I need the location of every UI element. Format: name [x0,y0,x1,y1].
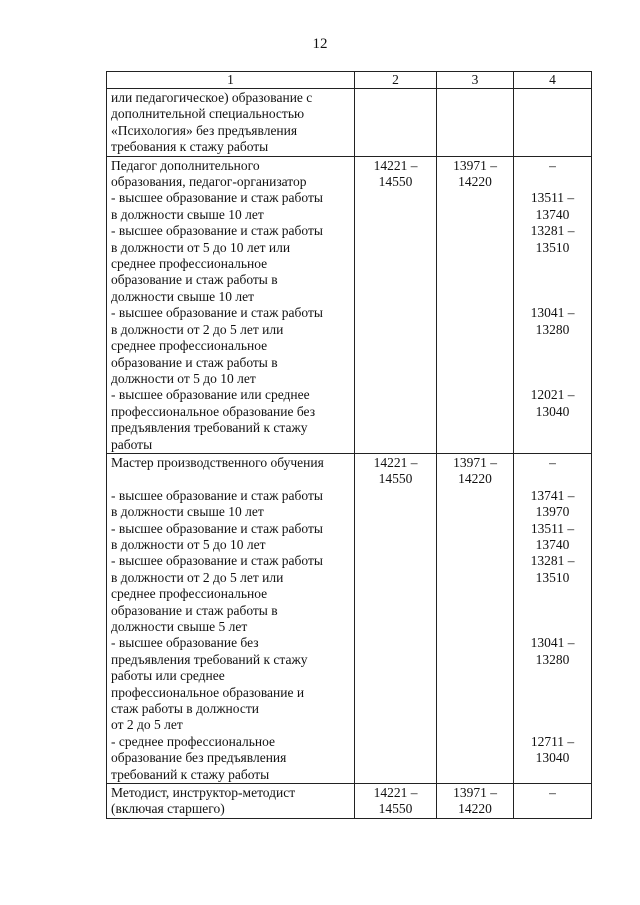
text-line: должности от 5 до 10 лет [111,370,256,386]
position-cell [107,89,355,157]
text-line: стаж работы в должности [111,701,259,717]
text-line: среднее профессиональное [111,338,268,354]
value-line [514,701,591,717]
value-line [514,586,591,602]
value-line: 14550 [378,801,413,817]
text-line: «Психология» без предъявления [111,122,298,138]
text-line: образование и стаж работы в [111,354,278,370]
value-line: 12711 – [530,733,575,749]
value-line: 13741 – [530,487,575,503]
value-line: 13971 – [453,785,497,801]
value-line: 13280 [535,651,570,667]
value-line [514,471,591,487]
table-row [107,156,592,453]
value-line: 14550 [378,471,413,487]
text-line: должности свыше 10 лет [111,288,255,304]
text-line: образования, педагог-организатор [111,174,307,190]
text-line: образование без предъявления [111,750,287,766]
value-line: 14220 [458,174,492,190]
value-line: 13280 [535,321,570,337]
table-row [107,453,592,783]
text-line: работы или среднее [111,668,225,684]
position-cell [107,784,355,819]
text-line: - высшее образование без [111,635,259,651]
value-cell-col3 [437,784,514,819]
position-cell [107,453,355,783]
text-line: образование и стаж работы в [111,272,278,288]
text-line: среднее профессиональное [111,256,268,272]
value-cell-col4 [514,784,592,819]
text-line: в должности от 5 до 10 лет или [111,239,291,255]
text-line: в должности от 5 до 10 лет [111,536,266,552]
text-line: должности свыше 5 лет [111,618,248,634]
header-cell-4: 4 [514,72,592,89]
value-line: 13511 – [530,520,575,536]
text-line: образование и стаж работы в [111,602,278,618]
text-line: требования к стажу работы [111,139,269,155]
value-line: 13041 – [530,305,575,321]
value-line [514,619,591,635]
text-line: Педагог дополнительного [111,157,260,173]
value-line: 14221 – [373,785,418,801]
value-line [514,717,591,733]
text-line: среднее профессиональное [111,586,268,602]
text-line: работы [111,436,153,452]
text-line: дополнительной специальностью [111,106,305,122]
value-line: 12021 – [530,387,575,403]
page-number: 12 [312,36,328,52]
text-line: предъявления требований к стажу [111,420,308,436]
table-row [107,784,592,819]
text-line: - высшее образование и стаж работы [111,223,323,239]
value-cell-col3 [437,89,514,157]
text-line: предъявления требований к стажу [111,651,308,667]
value-line [514,371,591,387]
value-line: 14220 [458,471,492,487]
text-line: - высшее образование или среднее [111,387,310,403]
value-line: 14221 – [373,157,418,173]
value-line: 13971 – [453,454,497,470]
header-cell-2: 2 [355,72,437,89]
value-cell-col2 [355,89,437,157]
table-row [107,89,592,157]
value-line: 13281 – [530,553,575,569]
value-cell-col3 [437,156,514,453]
text-line: Методист, инструктор-методист [111,785,296,801]
text-line: - высшее образование и стаж работы [111,190,323,206]
value-cell-col4 [514,453,592,783]
text-line: - среднее профессиональное [111,733,275,749]
text-line: в должности от 2 до 5 лет или [111,569,284,585]
header-cell-3: 3 [437,72,514,89]
text-line: - высшее образование и стаж работы [111,520,323,536]
value-line [514,603,591,619]
value-cell-col2 [355,453,437,783]
value-line [514,289,591,305]
text-line: - высшее образование и стаж работы [111,487,323,503]
text-line: или педагогическое) образование с [111,90,313,105]
text-line: - высшее образование и стаж работы [111,305,323,321]
value-line: 13740 [535,206,570,222]
text-line: профессиональное образование без [111,403,316,419]
value-cell-col2 [355,784,437,819]
value-line: 13510 [535,569,570,585]
value-cell-col4 [514,89,592,157]
value-line: – [549,454,556,470]
value-cell-col2 [355,156,437,453]
value-line: 13740 [535,536,570,552]
value-line [514,685,591,701]
value-line: 14550 [378,174,413,190]
value-line: 14220 [458,801,492,817]
text-line: Мастер производственного обучения [111,454,324,470]
text-line: профессиональное образование и [111,684,305,700]
text-line: (включая старшего) [111,801,225,817]
value-line: 13511 – [530,190,575,206]
salary-table [106,71,592,819]
value-cell-col3 [437,453,514,783]
text-line: - высшее образование и стаж работы [111,553,323,569]
value-line: 13970 [535,504,570,520]
text-line: требований к стажу работы [111,766,270,782]
value-line [514,256,591,272]
text-line: в должности свыше 10 лет [111,206,264,222]
position-cell [107,156,355,453]
header-cell-1: 1 [107,72,355,89]
value-line: 13971 – [453,157,497,173]
value-line [514,354,591,370]
value-line: 13040 [535,750,570,766]
value-line: 13510 [535,239,570,255]
value-line [514,338,591,354]
value-line: – [549,157,556,173]
value-line: – [549,785,556,801]
value-line: 13040 [535,403,570,419]
text-line: от 2 до 5 лет [111,717,183,733]
value-line [514,272,591,288]
text-line [111,471,350,487]
value-line: 13041 – [530,635,575,651]
value-line: 14221 – [373,454,418,470]
text-line: в должности свыше 10 лет [111,504,264,520]
value-cell-col4 [514,156,592,453]
text-line: в должности от 2 до 5 лет или [111,321,284,337]
value-line: 13281 – [530,223,575,239]
header-row [107,72,592,89]
value-line [514,668,591,684]
value-line [514,174,591,190]
